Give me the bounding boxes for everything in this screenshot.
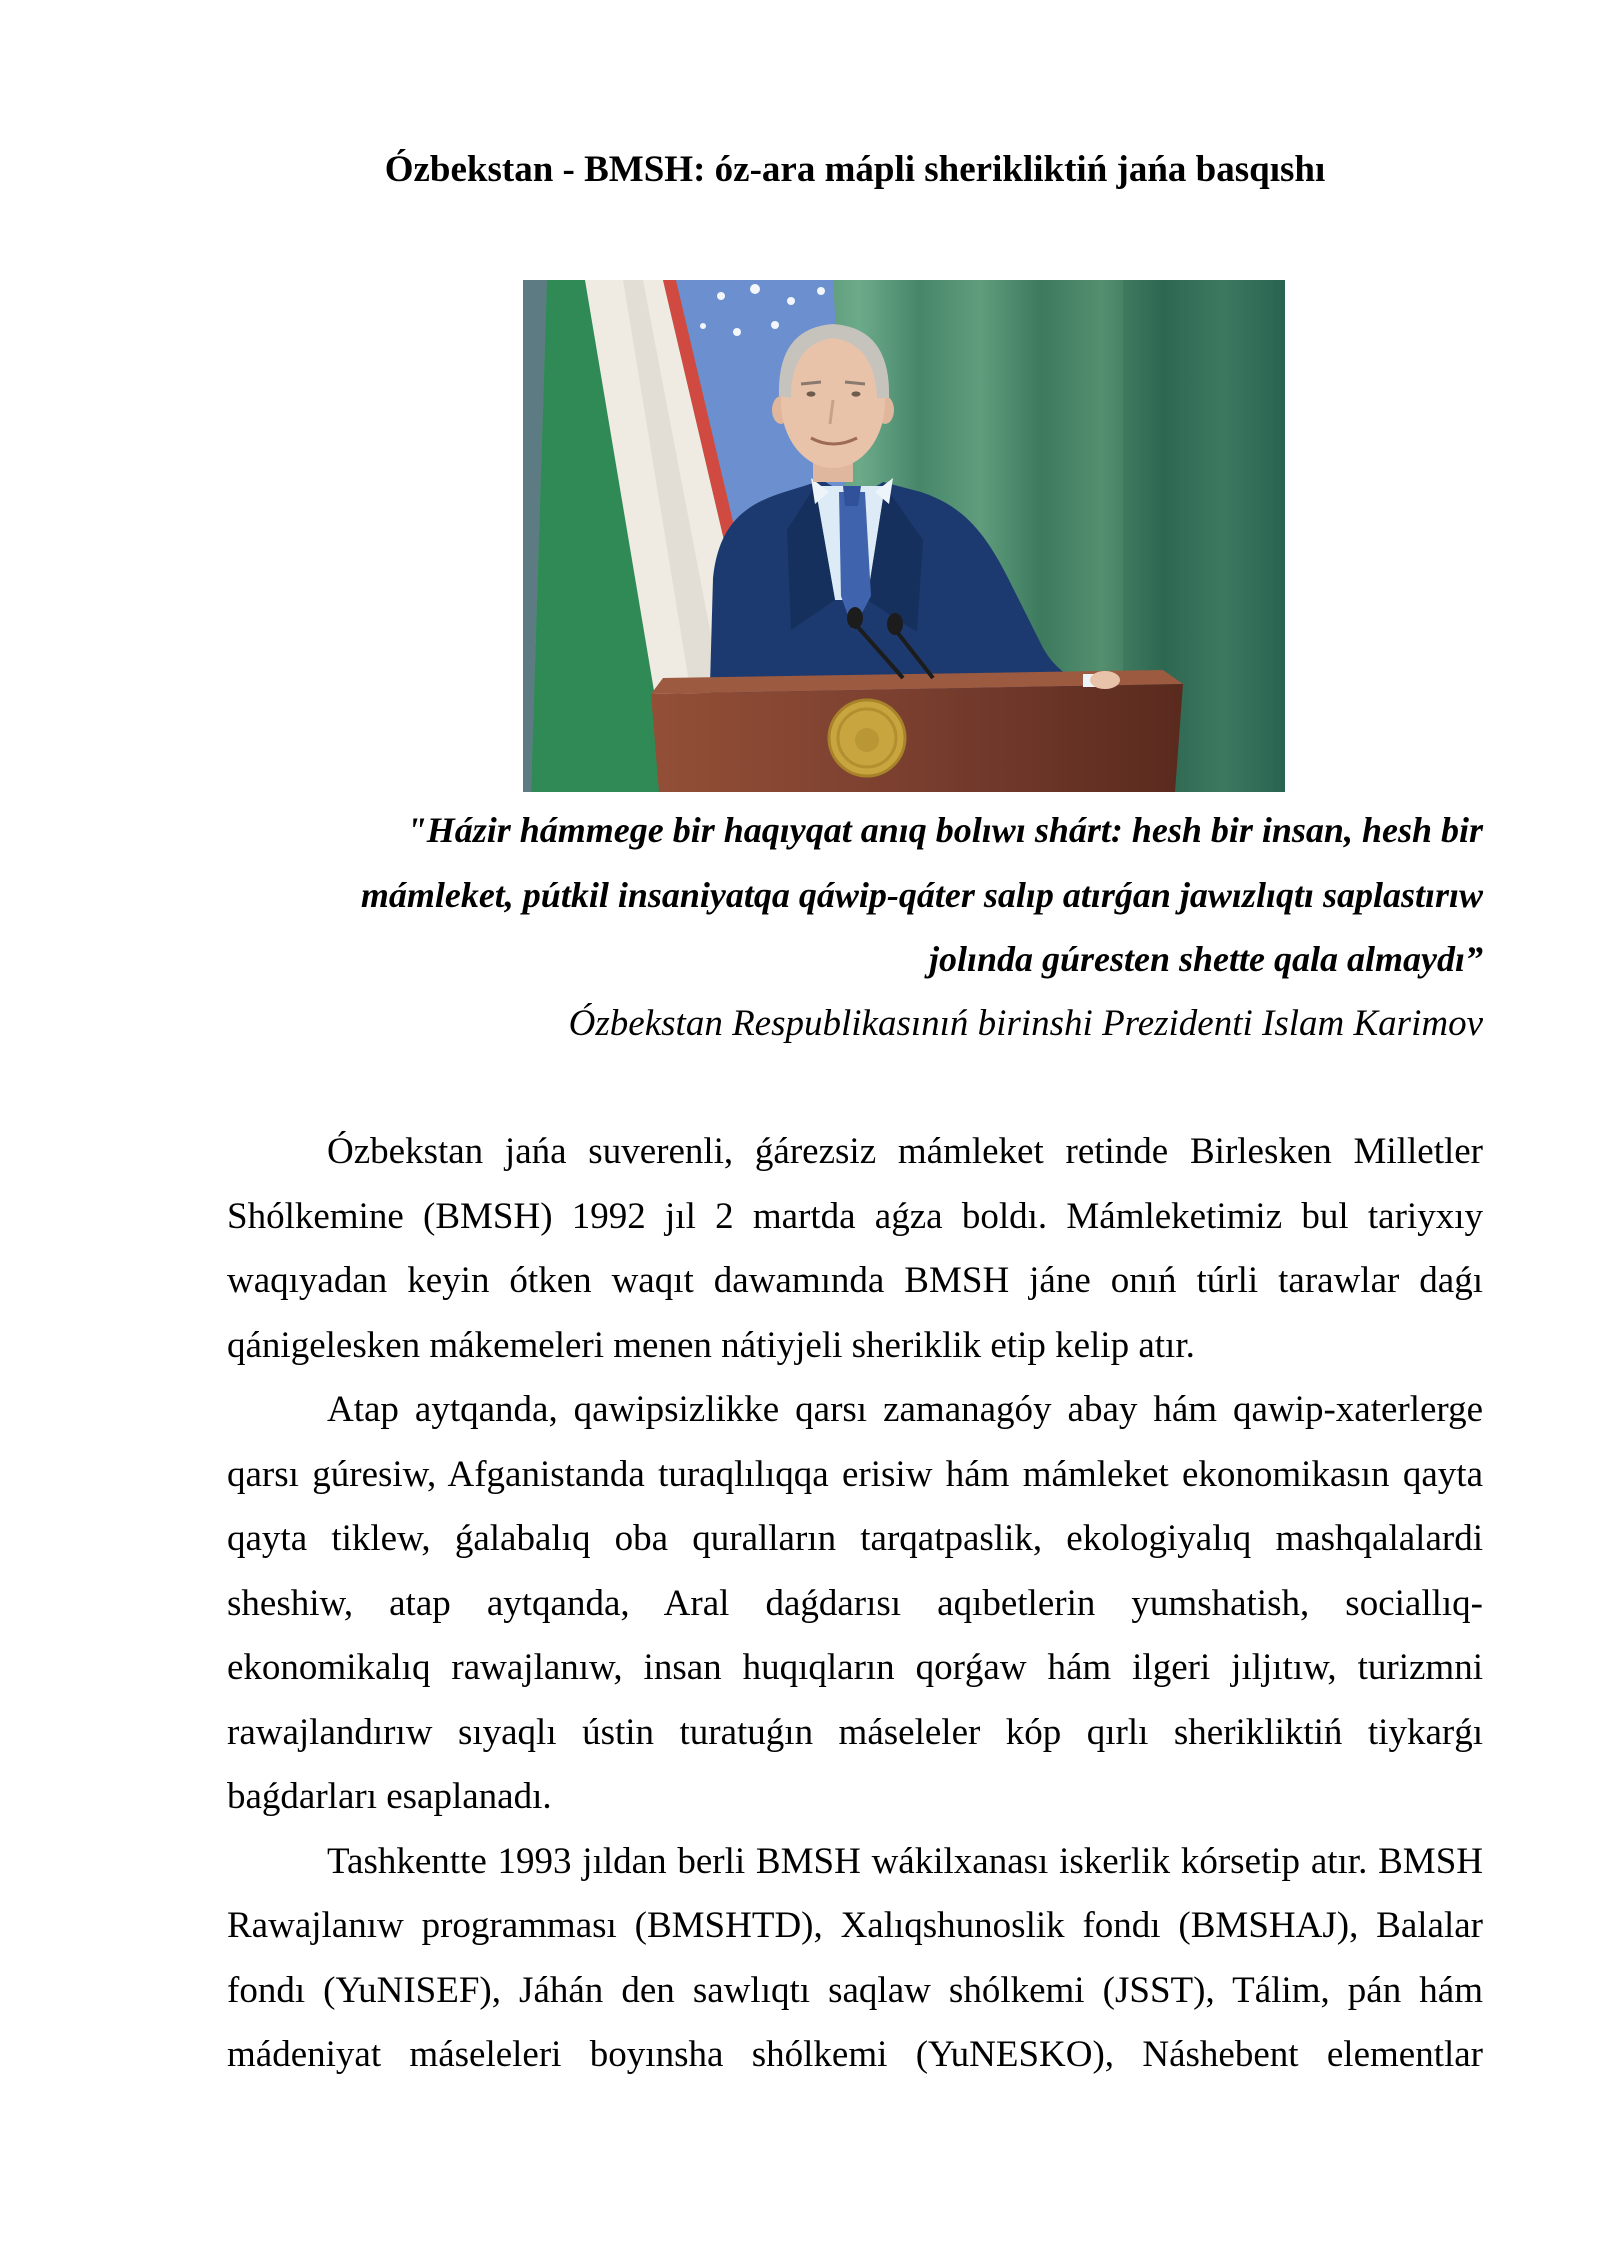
quote-block	[227, 798, 1483, 1056]
body-paragraph-1: Ózbekstan jańa suverenli, ǵárezsiz mámleket retinde Birlesken Milletler Shólkemine (BMSH) 1992 jıl 2 martda aǵza boldı. Mámleketimiz bul tariyxıy waqıyadan keyin ótken waqıt dawamında BMSH jáne onıń túrli tarawlar daǵı qánigelesken mákemeleri menen nátiyjeli sheriklik etip kelip atır.	[227, 1131, 1483, 1366]
quote-line-2: mámleket, pútkil insaniyatqa qáwip-qáter salıp atırǵan jawızlıqtı saplastırıw	[360, 874, 1483, 915]
body-text	[227, 1120, 1483, 2088]
page-title: Ózbekstan - BMSH: óz-ara mápli sherikliktiń jańa basqıshı	[384, 149, 1326, 190]
quote-line-1: "Házir hámmege bir haqıyqat anıq bolıwı shárt: hesh bir insan, hesh bir	[406, 810, 1483, 850]
podium-emblem	[829, 700, 905, 776]
body-paragraph-3: Tashkentte 1993 jıldan berli BMSH wákilxanası iskerlik kórsetip atır. BMSH Rawajlanıw programması (BMSHTD), Xalıqshunoslik fondı (BMSHAJ), Balalar fondı (YuNISEF), Jáhán den sawlıqtı saqlaw shólkemi (JSST), Tálim, pán hám mádeniyat máseleleri boyınsha shólkemi (YuNESKO), Náshebent elementlar	[227, 1840, 1483, 2075]
quote-line-3: jolında gúresten shette qala almaydı”	[928, 939, 1483, 979]
president-photo-illustration	[523, 280, 1285, 792]
quote-attribution: Ózbekstan Respublikasınıń birinshi Prezidenti Islam Karimov	[568, 1002, 1483, 1044]
podium-front	[651, 684, 1183, 792]
body-paragraph-2: Atap aytqanda, qawipsizlikke qarsı zamanagóy abay hám qawip-xaterlerge qarsı gúresiw, Afganistanda turaqlılıqqa erisiw hám mámleket ekonomikasın qayta qayta tiklew, ǵalabalıq oba quralların tarqatpaslik, ekologiyalıq mashqalalardi sheshiw, atap aytqanda, Aral daǵdarısı aqıbetlerin yumshatish, sociallıq-ekonomikalıq rawajlanıw, insan huqıqların qorǵaw hám ilgeri jıljıtıw, turizmni rawajlandırıw sıyaqlı ústin turatuǵın máseleler kóp qırlı sherikliktiń tiykarǵı baǵdarları esaplanadı.	[227, 1389, 1483, 1817]
podium	[651, 670, 1183, 792]
hand	[1090, 671, 1120, 689]
tie-knot	[843, 486, 861, 506]
president-photo	[523, 280, 1285, 792]
